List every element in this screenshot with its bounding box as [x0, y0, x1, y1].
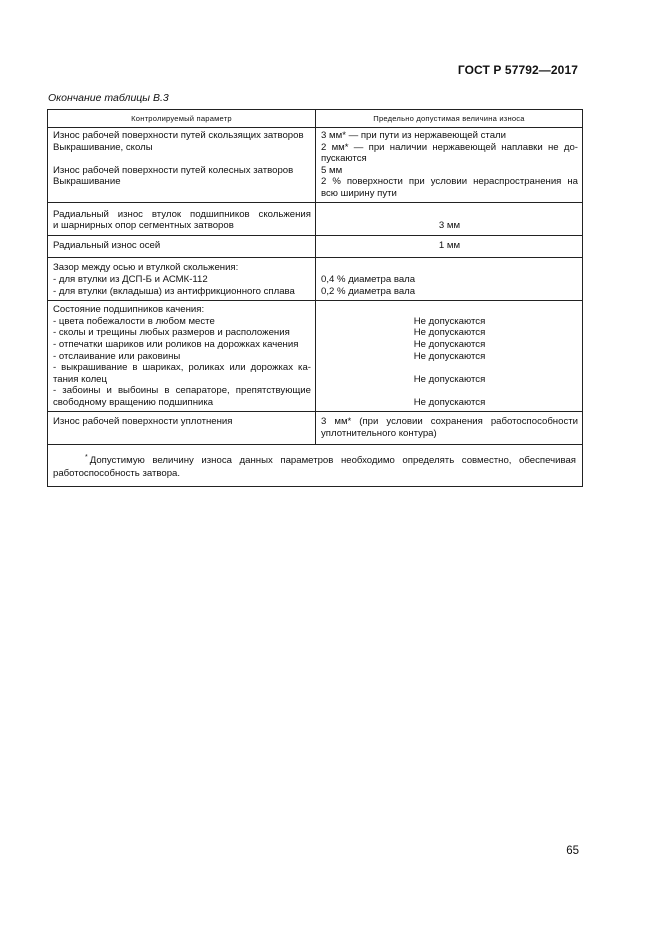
- limit-line: Не допускаются: [413, 396, 486, 408]
- parameter-line: Радиальный износ осей: [53, 239, 161, 251]
- parameter-line: и шарнирных опор сегментных затворов: [53, 220, 234, 232]
- limit-line: Не допускаются: [413, 315, 486, 327]
- footnote-text: Допустимую величину износа данных параметров необходимо определять совместно, обеспечивая работоспособность затвора.: [53, 454, 576, 479]
- parameter-cell: [48, 202, 316, 235]
- parameter-line: - отпечатки шариков или роликов на дорожках качения: [53, 338, 299, 350]
- limit-line: Не допускаются: [413, 338, 486, 350]
- limit-spacer: [321, 304, 578, 316]
- limit-line: 5 мм: [321, 164, 343, 176]
- document-code: ГОСТ Р 57792—2017: [457, 63, 578, 77]
- parameter-line: - цвета побежалости в любом месте: [53, 315, 215, 327]
- parameter-cell: [48, 412, 316, 444]
- column-header-limit: Предельно допустимая величина износа: [316, 110, 583, 128]
- limit-line: 2 % поверхности при условии нераспространения на: [321, 176, 578, 188]
- parameter-line: - для втулки из ДСП-Б и АСМК-112: [53, 273, 208, 285]
- limit-line: 3 мм* — при пути из нержавеющей стали: [321, 130, 507, 141]
- parameter-cell: [48, 128, 316, 203]
- limit-cell: [316, 202, 583, 235]
- table-caption: Окончание таблицы В.3: [48, 92, 169, 104]
- limit-line: 3 мм* (при условии сохранения работоспособности: [321, 416, 578, 428]
- table-row: [48, 202, 583, 235]
- table-row: [48, 235, 583, 258]
- parameter-line: Износ рабочей поверхности путей скользящих затворов: [53, 130, 304, 141]
- limit-spacer: [321, 362, 578, 374]
- parameter-line: свободному вращению подшипника: [53, 396, 214, 408]
- limit-cell: [316, 301, 583, 412]
- parameter-line: Состояние подшипников качения:: [53, 304, 205, 316]
- limit-line: 0,2 % диаметра вала: [321, 285, 416, 297]
- page-number: 65: [566, 845, 579, 857]
- limit-line: 3 мм: [438, 220, 461, 232]
- table-row: [48, 128, 583, 203]
- limit-line: 1 мм: [438, 239, 461, 251]
- limit-line: 0,4 % диаметра вала: [321, 273, 416, 285]
- limit-line: пускаются: [321, 153, 367, 165]
- table-header-row: [48, 110, 583, 128]
- parameter-cell: [48, 235, 316, 258]
- column-header-parameter: Контролируемый параметр: [48, 110, 316, 128]
- footnote-cell: [48, 444, 583, 486]
- limit-line: Не допускаются: [413, 327, 486, 339]
- parameter-line: Выкрашивание: [53, 176, 121, 188]
- limit-line: 2 мм* — при наличии нержавеющей наплавки не до-: [321, 141, 578, 153]
- limit-cell: [316, 412, 583, 444]
- parameter-line: Выкрашивание, сколы: [53, 141, 153, 153]
- parameter-spacer: [53, 153, 311, 165]
- limit-line: Не допускаются: [413, 350, 486, 362]
- limit-line: уплотнительного контура): [321, 428, 437, 440]
- footnote-row: [48, 444, 583, 486]
- limit-line: всю ширину пути: [321, 187, 397, 199]
- parameter-line: тания колец: [53, 373, 107, 385]
- parameter-line: - сколы и трещины любых размеров и расположения: [53, 327, 290, 339]
- table-row: [48, 301, 583, 412]
- limit-cell: [316, 258, 583, 301]
- parameter-line: Износ рабочей поверхности уплотнения: [53, 416, 233, 428]
- limit-cell: [316, 235, 583, 258]
- parameter-line: - забоины и выбоины в сепараторе, препятствующие: [53, 385, 311, 397]
- parameter-line: Радиальный износ втулок подшипников скольжения: [53, 208, 311, 220]
- parameter-cell: [48, 258, 316, 301]
- parameter-line: Износ рабочей поверхности путей колесных затворов: [53, 164, 294, 176]
- parameter-line: - выкрашивание в шариках, роликах или дорожках ка-: [53, 362, 311, 374]
- table-row: [48, 258, 583, 301]
- footnote-mark: *: [85, 453, 88, 461]
- table-row: [48, 412, 583, 444]
- limit-spacer: [321, 385, 578, 397]
- limit-cell: [316, 128, 583, 203]
- parameter-line: Зазор между осью и втулкой скольжения:: [53, 262, 239, 274]
- parameter-line: - отслаивание или раковины: [53, 350, 181, 362]
- wear-limits-table: [47, 109, 583, 487]
- parameter-cell: [48, 301, 316, 412]
- limit-line: Не допускаются: [413, 373, 486, 385]
- parameter-line: - для втулки (вкладыша) из антифрикционного сплава: [53, 285, 295, 297]
